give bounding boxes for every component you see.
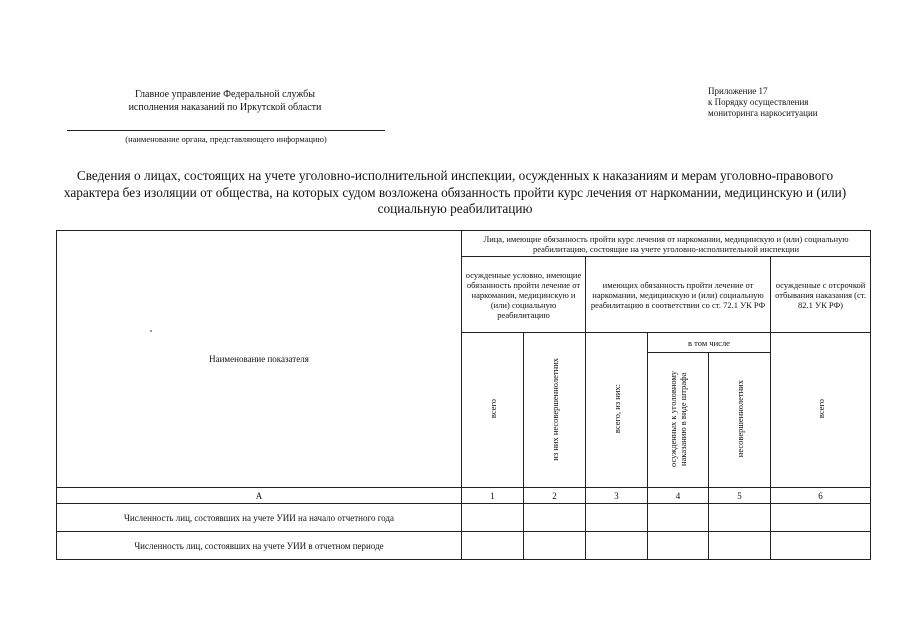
col-total3-label: всего bbox=[815, 399, 826, 419]
organization-caption: (наименование органа, представляющего информацию) bbox=[125, 134, 327, 144]
organization-name-line1: Главное управление Федеральной службы bbox=[135, 89, 315, 100]
appendix-note bbox=[708, 86, 848, 119]
col-number: 1 bbox=[462, 488, 524, 504]
article-72-1-header: имеющих обязанность пройти лечение от наркомании, медицинскую и (или) социальную реабилитацию в соответствии со ст. 72.1 УК РФ bbox=[586, 257, 771, 333]
col-total-of-header bbox=[586, 333, 648, 488]
title-line2: характера без изоляции от общества, на которых судом возложена обязанность пройти курс лечения от наркомании, медицинскую и (или) bbox=[63, 184, 847, 200]
value-cell[interactable] bbox=[586, 504, 648, 532]
deferred-header: осужденные с отсрочкой отбывания наказания (ст. 82.1 УК РФ) bbox=[771, 257, 871, 333]
indicator-name-header: Наименование показателя bbox=[57, 231, 462, 488]
value-cell[interactable] bbox=[771, 532, 871, 560]
col-number: 2 bbox=[524, 488, 586, 504]
value-cell[interactable] bbox=[709, 504, 771, 532]
organization-name-line2: исполнения наказаний по Иркутской области bbox=[128, 102, 322, 113]
table-row bbox=[57, 504, 871, 532]
col-minors-label: из них несовершеннолетних bbox=[549, 357, 560, 461]
title-line1: Сведения о лицах, состоящих на учете уголовно-исполнительной инспекции, осужденных к наказаниям и мерам уголовно-правового bbox=[76, 168, 834, 183]
table-row bbox=[57, 532, 871, 560]
col-total3-header bbox=[771, 333, 871, 488]
col-total-of-label: всего, из них: bbox=[611, 384, 622, 434]
col-fine-header bbox=[648, 353, 709, 488]
col-total-label: всего bbox=[487, 399, 498, 419]
column-number-row bbox=[57, 488, 871, 504]
value-cell[interactable] bbox=[709, 532, 771, 560]
col-total-header bbox=[462, 333, 524, 488]
col-minors2-header bbox=[709, 353, 771, 488]
value-cell[interactable] bbox=[586, 532, 648, 560]
conditional-header: осужденные условно, имеющие обязанность пройти лечение от наркомании, медицинскую и (или) социальную реабилитацию bbox=[462, 257, 586, 333]
appendix-line2: к Порядку осуществления bbox=[708, 97, 809, 107]
including-header: в том числе bbox=[648, 333, 771, 353]
col-number: 6 bbox=[771, 488, 871, 504]
col-number: 5 bbox=[709, 488, 771, 504]
col-minors2-label: несовершеннолетних bbox=[734, 380, 745, 458]
title-line3: социальную реабилитацию bbox=[377, 201, 533, 216]
col-number: А bbox=[57, 488, 462, 504]
report-table bbox=[56, 230, 871, 560]
value-cell[interactable] bbox=[524, 504, 586, 532]
value-cell[interactable] bbox=[462, 532, 524, 560]
organization-name bbox=[100, 88, 350, 114]
row-label: Численность лиц, состоявших на учете УИИ на начало отчетного года bbox=[57, 504, 462, 532]
col-fine-label: осужденных к уголовному наказанию в виде штрафа bbox=[668, 370, 688, 468]
appendix-line3: мониторинга наркоситуации bbox=[708, 108, 818, 118]
value-cell[interactable] bbox=[648, 504, 709, 532]
value-cell[interactable] bbox=[771, 504, 871, 532]
document-title bbox=[60, 168, 850, 218]
appendix-line1: Приложение 17 bbox=[708, 86, 768, 96]
col-number: 4 bbox=[648, 488, 709, 504]
group-header: Лица, имеющие обязанность пройти курс лечения от наркомании, медицинскую и (или) социальную реабилитацию, состоящие на учете уголовно-исполнительной инспекции bbox=[462, 231, 871, 257]
value-cell[interactable] bbox=[648, 532, 709, 560]
value-cell[interactable] bbox=[524, 532, 586, 560]
col-minors-header bbox=[524, 333, 586, 488]
col-number: 3 bbox=[586, 488, 648, 504]
value-cell[interactable] bbox=[462, 504, 524, 532]
row-label: Численность лиц, состоявших на учете УИИ в отчетном периоде bbox=[57, 532, 462, 560]
organization-underline bbox=[67, 130, 385, 131]
